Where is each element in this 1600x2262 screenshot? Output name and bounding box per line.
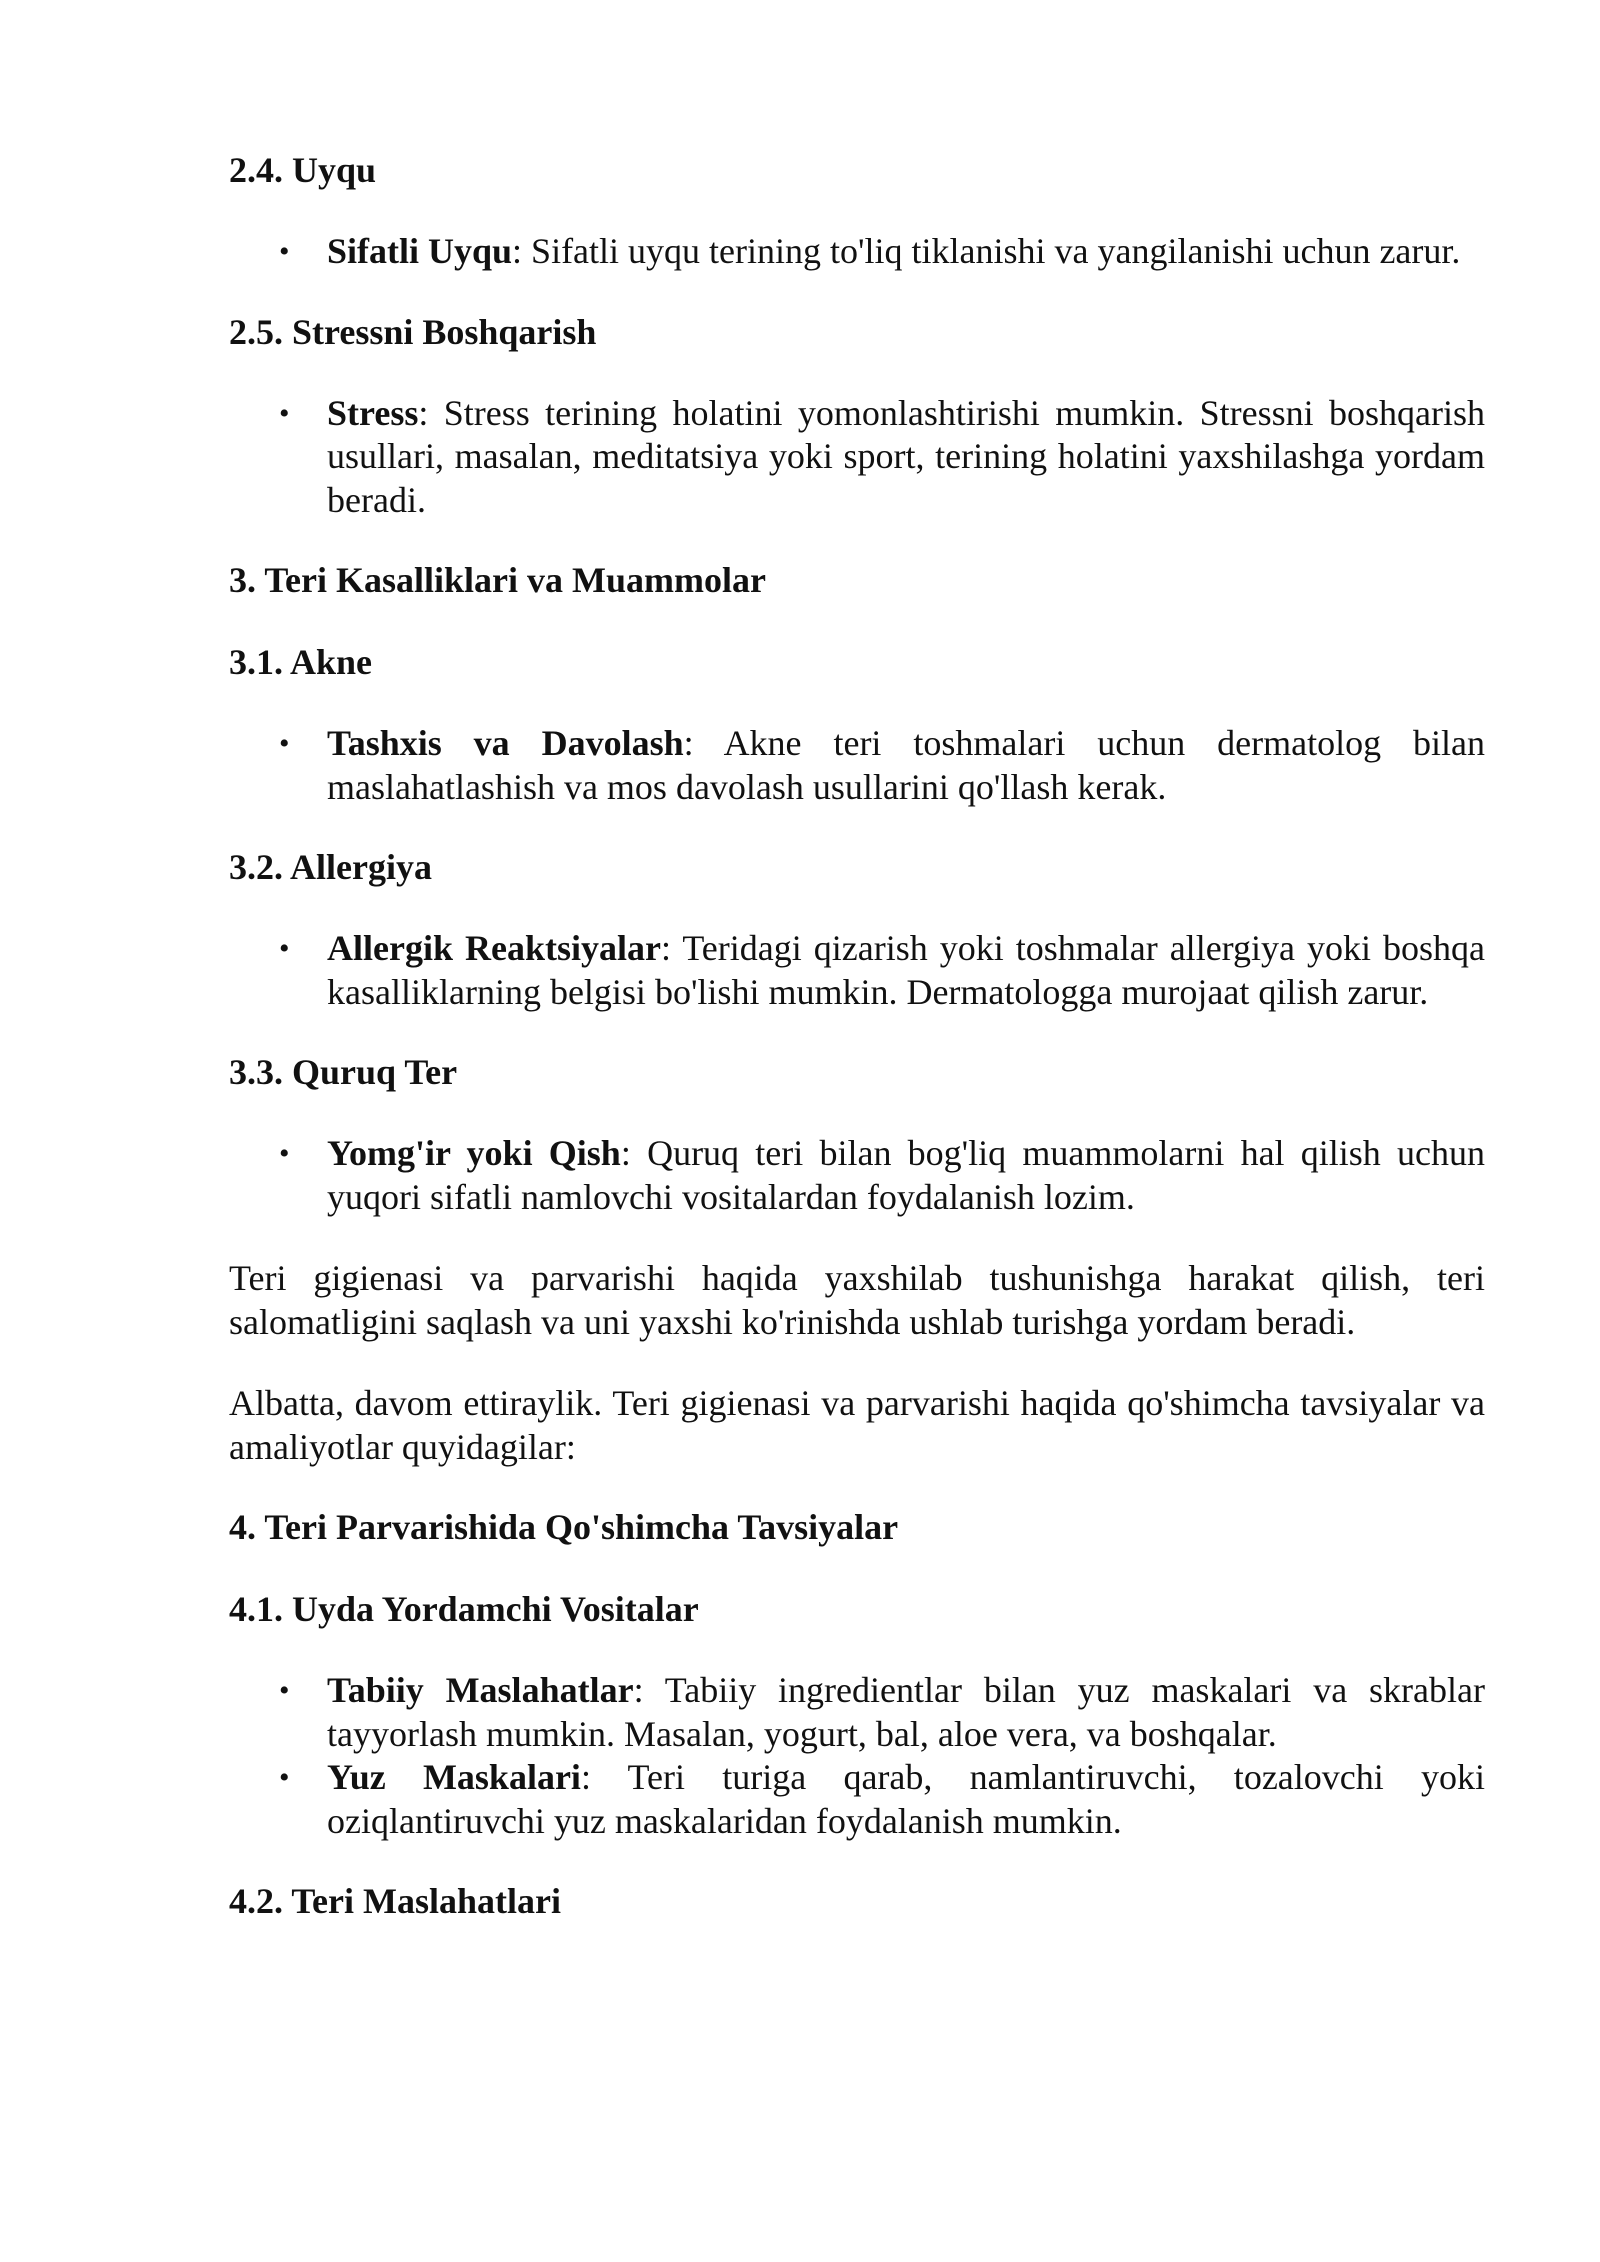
section-heading: 3.3. Quruq Ter: [229, 1052, 458, 1092]
list-item: [229, 927, 1485, 1014]
item-text: : Teridagi qizarish yoki toshmalar allergiya yoki boshqa kasalliklarning belgisi bo'lishi mumkin. Dermatologga murojaat qilish zarur.: [327, 928, 1485, 1012]
list-item: [229, 1756, 1485, 1843]
bullet-icon: •: [279, 396, 290, 430]
bullet-list: [229, 927, 1485, 1014]
section-heading: 4. Teri Parvarishida Qo'shimcha Tavsiyalar: [229, 1507, 899, 1547]
section-heading: 2.5. Stressni Boshqarish: [229, 311, 597, 352]
item-term: Tabiiy Maslahatlar: [327, 1670, 634, 1710]
list-item: [229, 1669, 1485, 1756]
section-heading: 3. Teri Kasalliklari va Muammolar: [229, 560, 766, 600]
list-item: [229, 392, 1485, 523]
body-paragraph: Albatta, davom ettiraylik. Teri gigienasi va parvarishi haqida qo'shimcha tavsiyalar va amaliyotlar quyidagilar:: [229, 1383, 1485, 1467]
bullet-icon: •: [279, 1761, 290, 1794]
section-heading: 3.1. Akne: [229, 642, 373, 682]
bullet-icon: •: [279, 1137, 290, 1170]
item-term: Tashxis va Davolash: [327, 723, 684, 763]
item-text: : Teri turiga qarab, namlantiruvchi, tozalovchi yoki oziqlantiruvchi yuz maskalaridan foydalanish mumkin.: [327, 1757, 1486, 1841]
item-term: Allergik Reaktsiyalar: [327, 928, 661, 968]
item-text: : Stress terining holatini yomonlashtirishi mumkin. Stressni boshqarish usullari, masalan, meditatsiya yoki sport, terining holatini yaxshilashga yordam beradi.: [327, 392, 1485, 520]
item-text: : Akne teri toshmalari uchun dermatolog bilan maslahatlashish va mos davolash usullarini qo'llash kerak.: [327, 723, 1485, 807]
bullet-icon: •: [279, 727, 290, 760]
bullet-icon: •: [279, 932, 290, 965]
item-term: Yuz Maskalari: [327, 1757, 581, 1797]
item-text: : Sifatli uyqu terining to'liq tiklanishi va yangilanishi uchun zarur.: [512, 231, 1461, 271]
bullet-list: [229, 722, 1485, 809]
item-term: Yomg'ir yoki Qish: [327, 1133, 621, 1173]
bullet-icon: •: [279, 235, 290, 268]
item-text: : Tabiiy ingredientlar bilan yuz maskalari va skrablar tayyorlash mumkin. Masalan, yogurt, bal, aloe vera, va boshqalar.: [327, 1670, 1485, 1754]
bullet-icon: •: [279, 1674, 290, 1707]
bullet-list: [229, 1132, 1485, 1219]
list-item: [229, 230, 1485, 274]
body-paragraph: Teri gigienasi va parvarishi haqida yaxshilab tushunishga harakat qilish, teri salomatligini saqlash va uni yaxshi ko'rinishda ushlab turishga yordam beradi.: [229, 1258, 1485, 1342]
bullet-list: [229, 230, 1485, 274]
section-heading: 3.2. Allergiya: [229, 847, 432, 887]
document-page: [229, 148, 1485, 1923]
section-heading: 4.2. Teri Maslahatlari: [229, 1881, 561, 1921]
item-term: Sifatli Uyqu: [327, 231, 513, 271]
item-text: : Quruq teri bilan bog'liq muammolarni hal qilish uchun yuqori sifatli namlovchi vositalardan foydalanish lozim.: [327, 1133, 1485, 1217]
item-term: Stress: [327, 392, 419, 433]
bullet-list: [229, 392, 1485, 523]
section-heading: 2.4. Uyqu: [229, 150, 377, 190]
list-item: [229, 1132, 1485, 1219]
list-item: [229, 722, 1485, 809]
section-heading: 4.1. Uyda Yordamchi Vositalar: [229, 1589, 699, 1629]
bullet-list: [229, 1669, 1485, 1843]
